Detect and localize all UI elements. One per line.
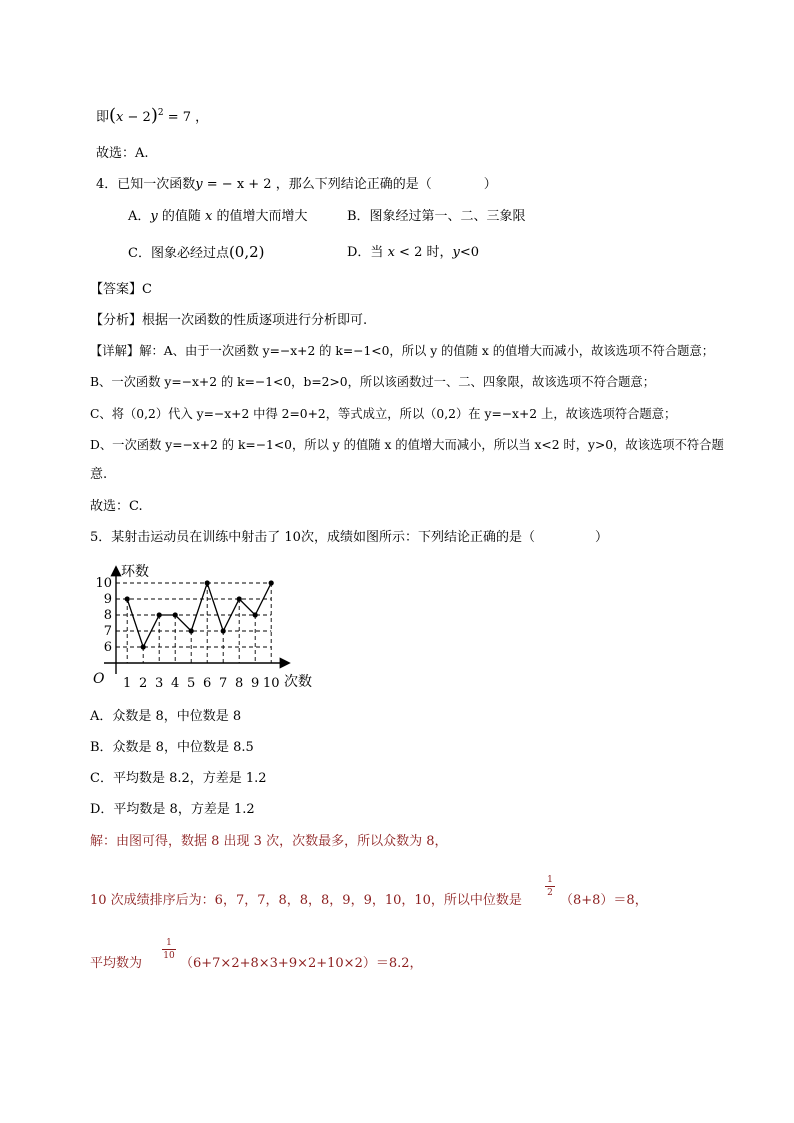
fraction-numerator: 1 bbox=[166, 938, 172, 948]
q4-analysis: 【分析】根据一次函数的性质逐项进行分析即可. bbox=[90, 313, 368, 328]
q5-solution-1: 解：由图可得，数据 8 出现 3 次，次数最多，所以众数为 8， bbox=[90, 834, 448, 849]
q4-detail-2: B、一次函数 y=−x+2 的 k=−1<0，b=2>0，所以该函数过一、二、四象限，故该选项不符合题意； bbox=[90, 375, 656, 389]
q4-answer: 【答案】C bbox=[90, 282, 152, 297]
q4-stem-close: ） bbox=[483, 177, 497, 192]
q4-detail-1: 【详解】解：A、由于一次函数 y=−x+2 的 k=−1<0，所以 y 的值随 x 的值增大而减小，故该选项不符合题意； bbox=[90, 344, 715, 358]
q4-option-c: C．图象必经过点(0,2) bbox=[128, 243, 265, 261]
q5-solution-2-fraction bbox=[545, 875, 555, 898]
q4-option-b: B．图象经过第一、二、三象限 bbox=[347, 209, 526, 224]
x-tick-label-4: 4 bbox=[171, 676, 180, 691]
q4-option-a: A．y 的值随 x 的值增大而增大 bbox=[128, 209, 308, 224]
y-tick-label-9: 9 bbox=[103, 592, 112, 607]
q5-option-c: C．平均数是 8.2，方差是 1.2 bbox=[90, 771, 267, 786]
q4-detail-3: C、将（0,2）代入 y=−x+2 中得 2=0+2，等式成立，所以（0,2）在 y=−x+2 上，故该选项符合题意； bbox=[90, 407, 677, 421]
q4-choose: 故选：C. bbox=[90, 499, 143, 514]
q5-option-a: A．众数是 8，中位数是 8 bbox=[90, 709, 242, 724]
x-axis-label: 次数 bbox=[284, 674, 312, 690]
data-point-7 bbox=[221, 628, 226, 633]
x-tick-label-6: 6 bbox=[203, 676, 212, 691]
formula-close: ) bbox=[150, 105, 158, 126]
x-tick-label-5: 5 bbox=[187, 676, 196, 691]
data-point-3 bbox=[157, 612, 162, 617]
x-tick-label-1: 1 bbox=[123, 676, 132, 691]
q5-solution-2b: （8+8）＝8， bbox=[560, 893, 648, 908]
fraction-denominator: 10 bbox=[163, 951, 175, 961]
q4-detail-4: D、一次函数 y=−x+2 的 k=−1<0，所以 y 的值随 x 的值增大而减小，所以当 x<2 时，y>0，故该选项不符合题 bbox=[90, 438, 724, 452]
q5-solution-2a: 10 次成绩排序后为：6，7，7，8，8，8，9，9，10，10，所以中位数是 bbox=[90, 893, 522, 908]
q5-solution-3a: 平均数为 bbox=[90, 956, 143, 971]
q5-option-d: D．平均数是 8，方差是 1.2 bbox=[90, 802, 255, 817]
y-tick-label-8: 8 bbox=[103, 608, 112, 623]
q4-stem-b: ，那么下列结论正确的是（ bbox=[275, 177, 432, 192]
y-tick-label-6: 6 bbox=[103, 640, 112, 655]
y-tick-label-7: 7 bbox=[103, 624, 112, 639]
formula-exponent: 2 bbox=[157, 108, 164, 118]
q5-stem: 5．某射击运动员在训练中射击了 10次，成绩如图所示：下列结论正确的是（ ） bbox=[90, 530, 608, 545]
data-point-1 bbox=[125, 596, 130, 601]
formula-rest: = 7 ， bbox=[163, 110, 209, 125]
x-tick-label-2: 2 bbox=[139, 676, 148, 691]
x-tick-label-3: 3 bbox=[155, 676, 164, 691]
q5-solution-3b: （6+7×2+8×3+9×2+10×2）＝8.2， bbox=[180, 956, 423, 971]
x-tick-label-8: 8 bbox=[235, 676, 244, 691]
formula-mid: − 2 bbox=[123, 110, 151, 125]
data-point-8 bbox=[237, 596, 242, 601]
x-tick-label-10: 10 bbox=[262, 676, 280, 691]
x-tick-label-7: 7 bbox=[219, 676, 228, 691]
q4-stem-y: y bbox=[195, 177, 203, 192]
q4-option-d: D．当 x < 2 时，y<0 bbox=[347, 245, 479, 260]
prev-choose: 故选：A. bbox=[96, 146, 149, 161]
y-axis-label: 环数 bbox=[121, 564, 149, 580]
formula-x: x bbox=[116, 110, 124, 125]
data-point-5 bbox=[189, 628, 194, 633]
formula-open: ( bbox=[109, 105, 117, 126]
fraction-denominator: 2 bbox=[547, 888, 553, 898]
line-chart bbox=[88, 562, 318, 692]
formula-line bbox=[96, 105, 209, 127]
y-tick-label-10: 10 bbox=[95, 576, 112, 591]
formula-prefix: 即 bbox=[96, 110, 110, 125]
q5-solution-3-fraction bbox=[162, 938, 176, 961]
data-point-4 bbox=[173, 612, 178, 617]
origin-label: O bbox=[93, 671, 105, 687]
q4-stem bbox=[96, 177, 497, 193]
q4-stem-a: 4．已知一次函数 bbox=[96, 177, 196, 192]
data-point-6 bbox=[205, 580, 210, 585]
q4-detail-5: 意. bbox=[90, 467, 108, 482]
data-point-9 bbox=[253, 612, 258, 617]
q5-option-b: B．众数是 8，中位数是 8.5 bbox=[90, 740, 254, 755]
fraction-numerator: 1 bbox=[547, 875, 553, 885]
x-tick-label-9: 9 bbox=[251, 676, 260, 691]
q4-stem-eq: = − x + 2 bbox=[202, 177, 272, 192]
data-point-2 bbox=[141, 644, 146, 649]
data-point-10 bbox=[269, 580, 274, 585]
